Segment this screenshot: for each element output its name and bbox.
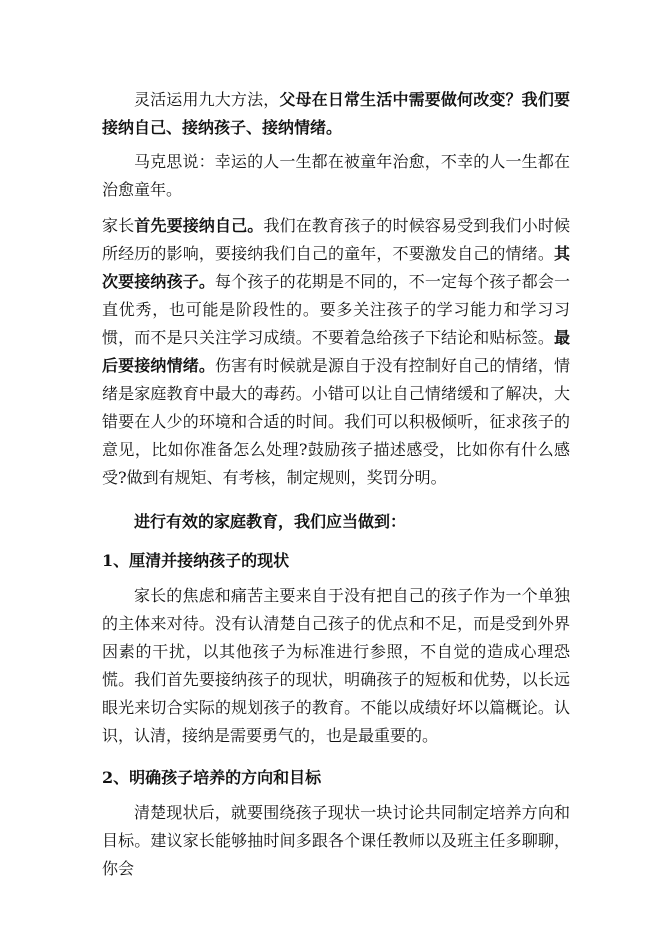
accept-child-bold: 其次要接纳孩子。 xyxy=(102,244,570,291)
accept-s6: 伤害有时候就是源自于没有控制好自己的情绪，情绪是家庭教育中最大的毒药。小错可以让自己情绪缓和了解决，大错要在人少的环境和合适的时间。我们可以积极倾听，征求孩子的意见，比如你准备怎么处理?鼓励孩子描述感受，比如你有什么感受?做到有规矩、有考核，制定规则，奖罚分明。 xyxy=(102,356,570,487)
accept-s4: 每个孩子的花期是不同的，不一定每个孩子都会一直优秀，也可能是阶段性的。要多关注孩子的学习能力和学习习惯，而不是只关注学习成绩。不要着急给孩子下结论和贴标签。 xyxy=(102,272,570,347)
paragraph-section-1: 家长的焦虑和痛苦主要来自于没有把自己的孩子作为一个单独的主体来对待。没有认清楚自己孩子的优点和不足，而是受到外界因素的干扰，以其他孩子为标准进行参照，不自觉的造成心理恐慌。我们首先要接纳孩子的现状，明确孩子的短板和优势，以长远眼光来切合实际的规划孩子的教育。不能以成绩好坏以篇概论。认识，认清，接纳是需要勇气的，也是最重要的。 xyxy=(102,586,570,745)
intro-lead-text: 灵活运用九大方法， xyxy=(134,90,280,109)
paragraph-accept xyxy=(102,212,570,492)
intro-bold-text: 父母在日常生活中需要做何改变？我们要接纳自己、接纳孩子、接纳情绪。 xyxy=(102,90,570,137)
paragraph-intro xyxy=(102,86,570,142)
accept-emotion-bold: 最后要接纳情绪。 xyxy=(102,328,570,375)
accept-s2: 我们在教育孩子的时候容易受到我们小时候所经历的影响，要接纳我们自己的童年，不要激发自己的情绪。 xyxy=(102,216,570,263)
paragraph-quote: 马克思说：幸运的人一生都在被童年治愈，不幸的人一生都在治愈童年。 xyxy=(102,152,570,199)
section-main-heading: 进行有效的家庭教育，我们应当做到： xyxy=(134,512,407,531)
accept-self-bold: 首先要接纳自己。 xyxy=(134,216,264,235)
section-heading-2: 2、明确孩子培养的方向和目标 xyxy=(102,768,322,787)
paragraph-section-2: 清楚现状后，就要围绕孩子现状一块讨论共同制定培养方向和目标。建议家长能够抽时间多跟各个课任教师以及班主任多聊聊，你会 xyxy=(102,803,570,878)
section-heading-1: 1、厘清并接纳孩子的现状 xyxy=(102,551,290,570)
accept-s1a: 家长 xyxy=(102,216,135,235)
